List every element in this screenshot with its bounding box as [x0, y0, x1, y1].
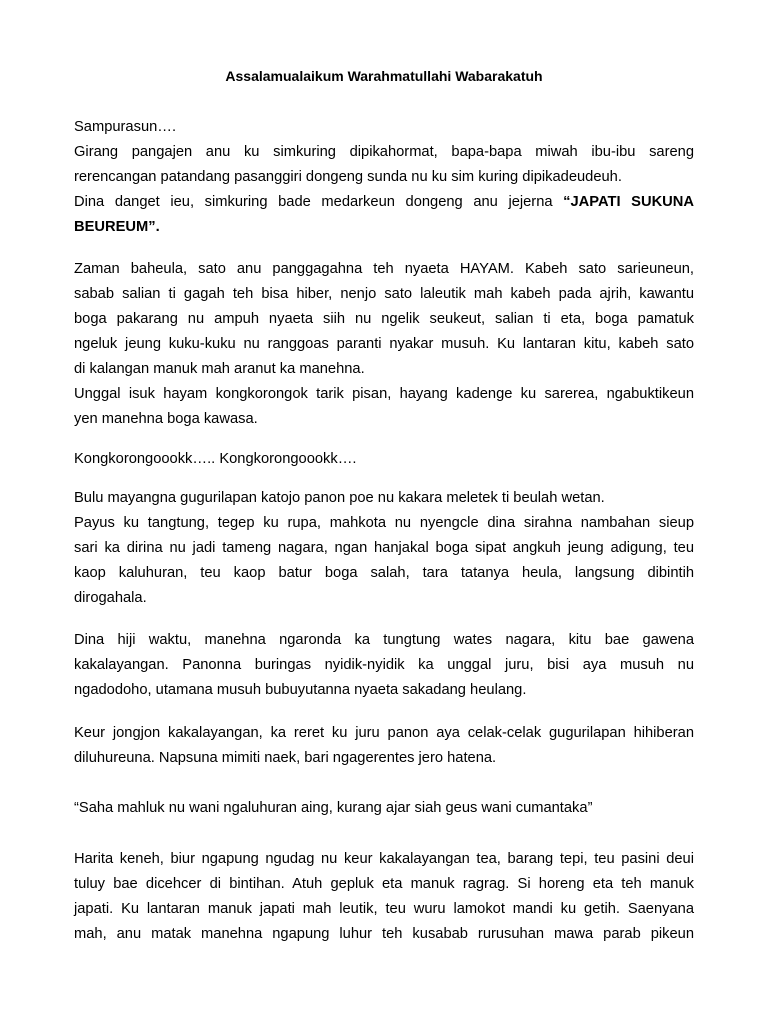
paragraph-line: ngadodoho, utamana musuh bubuyutanna nyaeta sakadang heulang.: [74, 682, 527, 698]
paragraph-line: Keur jongjon kakalayangan, ka reret ku juru panon aya celak-celak gugurilapan hihiberan: [74, 725, 694, 741]
document-title: Assalamualaikum Warahmatullahi Wabarakatuh: [225, 68, 543, 84]
paragraph-line: boga pakarang nu ampuh nyaeta siih nu ngelik seukeut, salian ti eta, boga pamatuk: [74, 311, 694, 327]
quote: [74, 796, 694, 821]
paragraph-line: yen manehna boga kawasa.: [74, 411, 258, 427]
paragraph-line: Payus ku tangtung, tegep ku rupa, mahkota nu nyengcle dina sirahna nambahan sieup: [74, 515, 694, 531]
paragraph-line: di kalangan manuk mah aranut ka manehna.: [74, 361, 365, 377]
crow-line: [74, 447, 694, 472]
paragraph: [74, 721, 694, 771]
paragraph-line: kaop kaluhuran, teu kaop batur boga salah, tara tatanya heula, langsung dibintih: [74, 565, 694, 581]
intro-line: [74, 215, 694, 240]
paragraph-line: Zaman baheula, sato anu panggagahna teh nyaeta HAYAM. Kabeh sato sarieuneun,: [74, 261, 694, 277]
paragraph-line: tuluy bae dicehcer di bintihan. Atuh gepluk eta manuk ragrag. Si horeng eta teh manuk: [74, 876, 694, 892]
paragraph-line: Harita keneh, biur ngapung ngudag nu keur kakalayangan tea, barang tepi, teu pasini deui: [74, 851, 694, 867]
paragraph-line: diluhureuna. Napsuna mimiti naek, bari ngagerentes jero hatena.: [74, 750, 497, 766]
quote-line: “Saha mahluk nu wani ngaluhuran aing, kurang ajar siah geus wani cumantaka”: [74, 800, 593, 816]
paragraph-line: ngeluk jeung kuku-kuku nu ranggoas paranti nyakar musuh. Ku lantaran kitu, kabeh sato: [74, 336, 694, 352]
paragraph-line: kakalayangan. Panonna buringas nyidik-nyidik ka unggal juru, bisi aya musuh nu: [74, 657, 694, 673]
paragraph-line: sabab salian ti gagah teh bisa hiber, nenjo sato laleutik mah kabeh pada ajrih, kawantu: [74, 286, 694, 302]
intro-line: [74, 190, 694, 215]
paragraph-line: japati. Ku lantaran manuk japati mah leutik, teu wuru lamokot mandi ku getih. Saenyana: [74, 901, 694, 917]
paragraph-line: Unggal isuk hayam kongkorongok tarik pisan, hayang kadenge ku sarerea, ngabuktikeun: [74, 386, 694, 402]
story-title-part: “JAPATI SUKUNA: [563, 194, 694, 210]
paragraph-line: dirogahala.: [74, 590, 147, 606]
paragraph: [74, 257, 694, 432]
paragraph: [74, 847, 694, 947]
paragraph-line: Dina hiji waktu, manehna ngaronda ka tungtung wates nagara, kitu bae gawena: [74, 632, 694, 648]
story-title-part: BEUREUM”.: [74, 219, 160, 235]
greeting-line: Sampurasun….: [74, 119, 177, 135]
intro-section: [74, 115, 694, 240]
intro-line: Girang pangajen anu ku simkuring dipikahormat, bapa-bapa miwah ibu-ibu sareng: [74, 144, 694, 160]
paragraph-line: sari ka dirina nu jadi tameng nagara, ngan hanjakal boga sipat angkuh jeung adigung, teu: [74, 540, 694, 556]
intro-text: Dina danget ieu, simkuring bade medarkeun dongeng anu jejerna: [74, 194, 564, 210]
paragraph-line: Bulu mayangna gugurilapan katojo panon poe nu kakara meletek ti beulah wetan.: [74, 490, 605, 506]
paragraph: [74, 628, 694, 703]
intro-line: rerencangan patandang pasanggiri dongeng sunda nu ku sim kuring dipikadeudeuh.: [74, 169, 622, 185]
paragraph-line: Kongkorongoookk….. Kongkorongoookk….: [74, 451, 357, 467]
paragraph-line: mah, anu matak manehna ngapung luhur teh kusabab rurusuhan mawa parab pikeun: [74, 926, 694, 942]
paragraph: [74, 486, 694, 611]
